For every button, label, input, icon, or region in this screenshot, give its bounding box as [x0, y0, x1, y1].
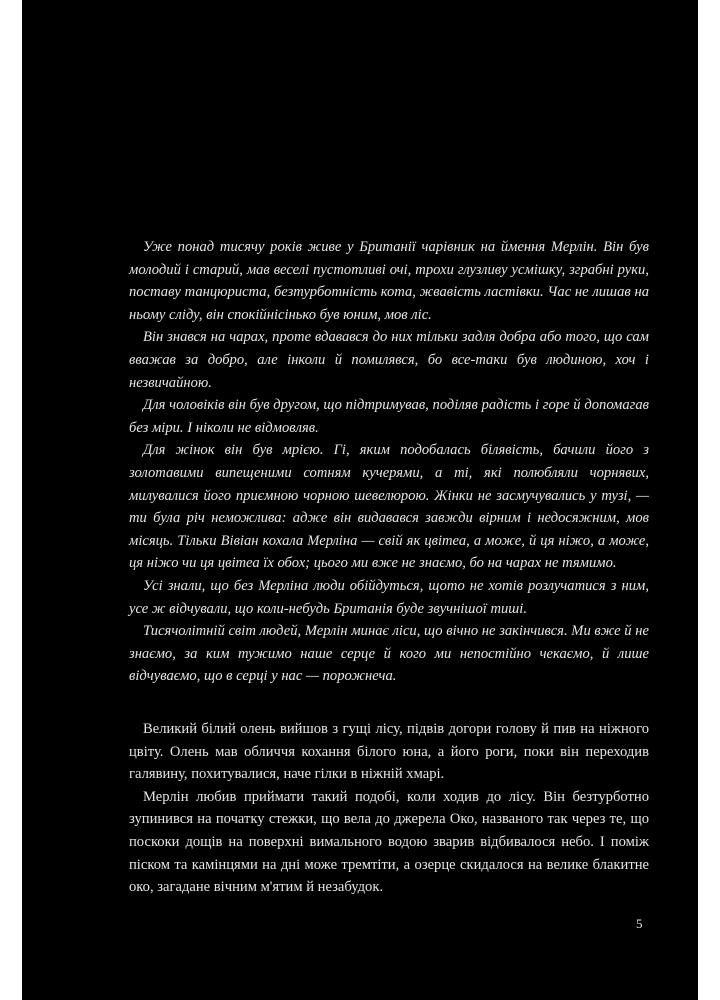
paragraph: Великий білий олень вийшов з гущі лісу, підвів догори голову й пив на ніжного цвіту. Олень мав обличчя кохання білого юна, а його роги, поки він переходив галявину, похитувалися, наче гілки в ніжній хмарі.	[129, 721, 649, 783]
paragraph: Він знався на чарах, проте вдавався до них тільки задля добра або того, що сам вважав за добро, але інколи й помилявся, бо все-таки був людиною, хоч і незвичайною.	[129, 329, 649, 391]
page-number: 5	[636, 916, 643, 931]
paragraph: Для жінок він був мрією. Гі, яким подобалась білявість, бачили його з золотавими випещеними сотням кучерями, а ті, які полюбляли чорнявих, милувалися його приємною чорною шевелюрою. Жінки не засмучувались у тузі, — ти була річ неможлива: адже він видавався завжди вірним і недосяжним, мов місяць. Тільки Вівіан кохала Мерліна — свій як цвітеа, а може, й ця ніжо, а може, ця ніжо чи ця цвітеа їх обох; цього ми вже не знаємо, бо на чарах не тямимо.	[129, 442, 649, 572]
book-page	[22, 0, 698, 1000]
roman-text-block	[129, 718, 649, 899]
paragraph: Для чоловіків він був другом, що підтримував, поділяв радість і горе й допомагав без міри. І ніколи не відмовляв.	[129, 397, 649, 436]
paragraph: Уже понад тисячу років живе у Британії чарівник на ймення Мерлін. Він був молодий і старий, мав веселі пустотливі очі, трохи глузливу усмішку, зграбні руки, поставу танцюриста, безтурботність кота, жвавість ластівки. Час не лишав на ньому сліду, він спокійнісінько був юним, мов ліс.	[129, 239, 649, 323]
italic-text-block	[129, 236, 649, 688]
paragraph: Мерлін любив приймати такий подобі, коли ходив до лісу. Він безтурботно зупинився на початку стежки, що вела до джерела Око, названого так через те, що поскоки дощів на поверхні вимального водою зварив відбивалося небо. І поміж піском та камінцями на дні може тремтіти, а озерце скидалося на велике блакитне око, загадане вічним м'ятим й незабудок.	[129, 788, 649, 896]
paragraph: Тисячолітній світ людей, Мерлін минає ліси, що вічно не закінчився. Ми вже й не знаємо, за ким тужимо наше серце й кого ми непостійно чекаємо, й лише відчуваємо, що в серці у нас — порожнеча.	[129, 623, 649, 685]
paragraph: Усі знали, що без Мерліна люди обійдуться, щото не хотів розлучатися з ним, усе ж відчували, що коли-небудь Британія буде звучнішої тиші.	[129, 577, 649, 617]
